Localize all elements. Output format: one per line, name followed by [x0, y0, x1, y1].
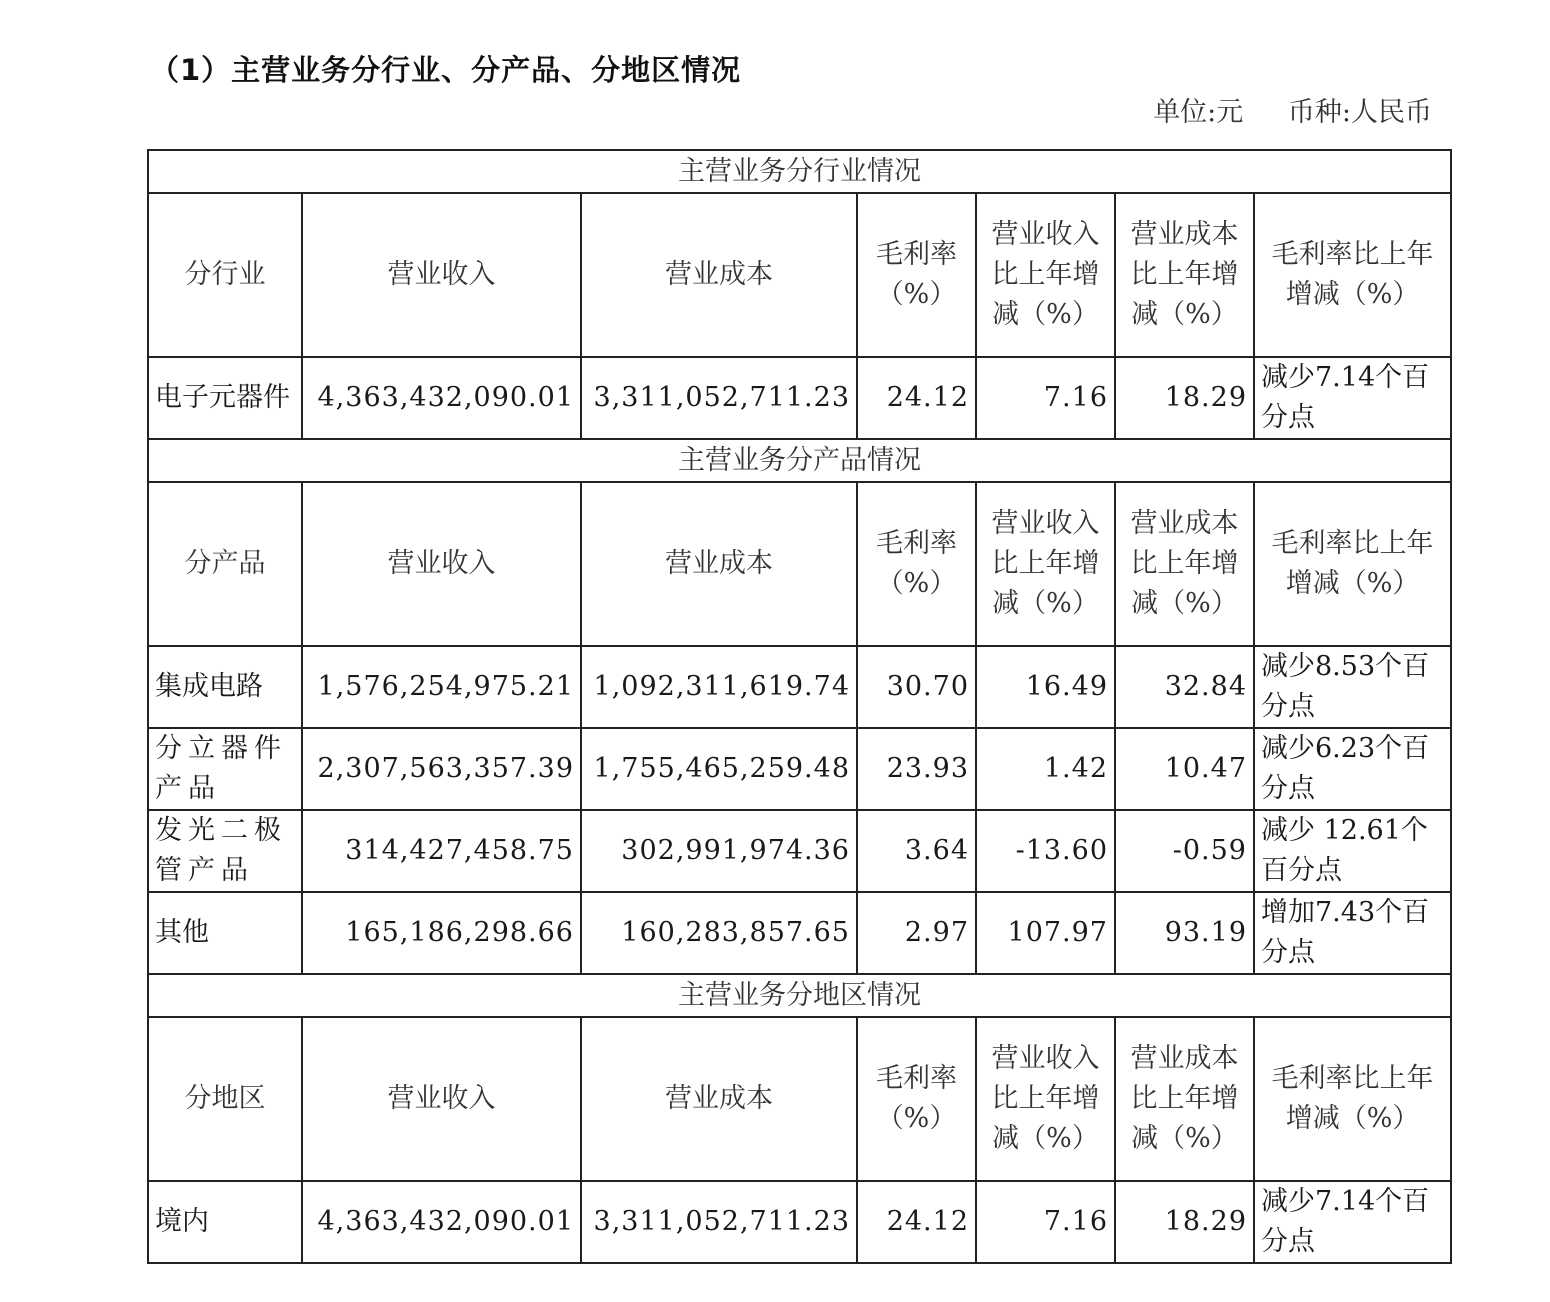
cost-yoy-cell: 93.19	[1115, 892, 1254, 974]
margin-yoy-cell: 减少7.14个百分点	[1254, 357, 1451, 439]
section-title: 主营业务分行业情况	[148, 150, 1451, 193]
table-row	[148, 357, 1451, 439]
section-title-row	[148, 439, 1451, 482]
row-label: 分立器件产品	[148, 728, 302, 810]
header-row	[148, 482, 1451, 646]
revenue-yoy-header: 营业收入比上年增减（%）	[976, 482, 1115, 646]
cost-yoy-header: 营业成本比上年增减（%）	[1115, 1017, 1254, 1181]
table-row	[148, 646, 1451, 728]
dimension-header: 分产品	[148, 482, 302, 646]
cost-cell: 1,755,465,259.48	[581, 728, 857, 810]
margin-yoy-cell: 减少8.53个百分点	[1254, 646, 1451, 728]
table-row	[148, 810, 1451, 892]
row-label: 集成电路	[148, 646, 302, 728]
revenue-yoy-cell: 7.16	[976, 1181, 1115, 1263]
cost-cell: 160,283,857.65	[581, 892, 857, 974]
header-row	[148, 193, 1451, 357]
cost-header: 营业成本	[581, 193, 857, 357]
header-row	[148, 1017, 1451, 1181]
margin-yoy-header: 毛利率比上年增减（%）	[1254, 1017, 1451, 1181]
cost-yoy-cell: 18.29	[1115, 357, 1254, 439]
margin-yoy-header: 毛利率比上年增减（%）	[1254, 482, 1451, 646]
cost-cell: 3,311,052,711.23	[581, 357, 857, 439]
table-row	[148, 728, 1451, 810]
revenue-cell: 4,363,432,090.01	[302, 1181, 581, 1263]
cost-cell: 302,991,974.36	[581, 810, 857, 892]
business-table	[147, 149, 1452, 1264]
row-label: 发光二极管产品	[148, 810, 302, 892]
gross-margin-cell: 23.93	[857, 728, 976, 810]
gross-margin-header: 毛利率（%）	[857, 1017, 976, 1181]
gross-margin-cell: 2.97	[857, 892, 976, 974]
dimension-header: 分行业	[148, 193, 302, 357]
margin-yoy-cell: 增加7.43个百分点	[1254, 892, 1451, 974]
cost-yoy-header: 营业成本比上年增减（%）	[1115, 482, 1254, 646]
page-title: （1）主营业务分行业、分产品、分地区情况	[150, 53, 742, 87]
gross-margin-cell: 24.12	[857, 357, 976, 439]
revenue-yoy-cell: 16.49	[976, 646, 1115, 728]
revenue-yoy-cell: 1.42	[976, 728, 1115, 810]
cost-yoy-cell: 32.84	[1115, 646, 1254, 728]
section-title-row	[148, 150, 1451, 193]
gross-margin-cell: 30.70	[857, 646, 976, 728]
revenue-cell: 4,363,432,090.01	[302, 357, 581, 439]
row-label: 境内	[148, 1181, 302, 1263]
revenue-yoy-cell: 107.97	[976, 892, 1115, 974]
row-label: 电子元器件	[148, 357, 302, 439]
gross-margin-cell: 3.64	[857, 810, 976, 892]
row-label: 其他	[148, 892, 302, 974]
unit-label: 单位:元	[1153, 97, 1244, 128]
cost-yoy-cell: 10.47	[1115, 728, 1254, 810]
revenue-cell: 2,307,563,357.39	[302, 728, 581, 810]
revenue-cell: 1,576,254,975.21	[302, 646, 581, 728]
table-row	[148, 1181, 1451, 1263]
margin-yoy-cell: 减少 12.61个百分点	[1254, 810, 1451, 892]
gross-margin-header: 毛利率（%）	[857, 193, 976, 357]
revenue-yoy-cell: 7.16	[976, 357, 1115, 439]
margin-yoy-cell: 减少6.23个百分点	[1254, 728, 1451, 810]
revenue-yoy-header: 营业收入比上年增减（%）	[976, 193, 1115, 357]
gross-margin-cell: 24.12	[857, 1181, 976, 1263]
revenue-header: 营业收入	[302, 193, 581, 357]
cost-yoy-cell: 18.29	[1115, 1181, 1254, 1263]
dimension-header: 分地区	[148, 1017, 302, 1181]
section-title-row	[148, 974, 1451, 1017]
margin-yoy-cell: 减少7.14个百分点	[1254, 1181, 1451, 1263]
table-row	[148, 892, 1451, 974]
section-title: 主营业务分地区情况	[148, 974, 1451, 1017]
gross-margin-header: 毛利率（%）	[857, 482, 976, 646]
section-title: 主营业务分产品情况	[148, 439, 1451, 482]
revenue-yoy-cell: -13.60	[976, 810, 1115, 892]
cost-header: 营业成本	[581, 1017, 857, 1181]
unit-note	[1153, 90, 1432, 129]
revenue-header: 营业收入	[302, 1017, 581, 1181]
cost-yoy-header: 营业成本比上年增减（%）	[1115, 193, 1254, 357]
cost-cell: 3,311,052,711.23	[581, 1181, 857, 1263]
revenue-cell: 165,186,298.66	[302, 892, 581, 974]
cost-cell: 1,092,311,619.74	[581, 646, 857, 728]
revenue-cell: 314,427,458.75	[302, 810, 581, 892]
cost-header: 营业成本	[581, 482, 857, 646]
cost-yoy-cell: -0.59	[1115, 810, 1254, 892]
margin-yoy-header: 毛利率比上年增减（%）	[1254, 193, 1451, 357]
revenue-header: 营业收入	[302, 482, 581, 646]
revenue-yoy-header: 营业收入比上年增减（%）	[976, 1017, 1115, 1181]
currency-label: 币种:人民币	[1287, 97, 1432, 128]
